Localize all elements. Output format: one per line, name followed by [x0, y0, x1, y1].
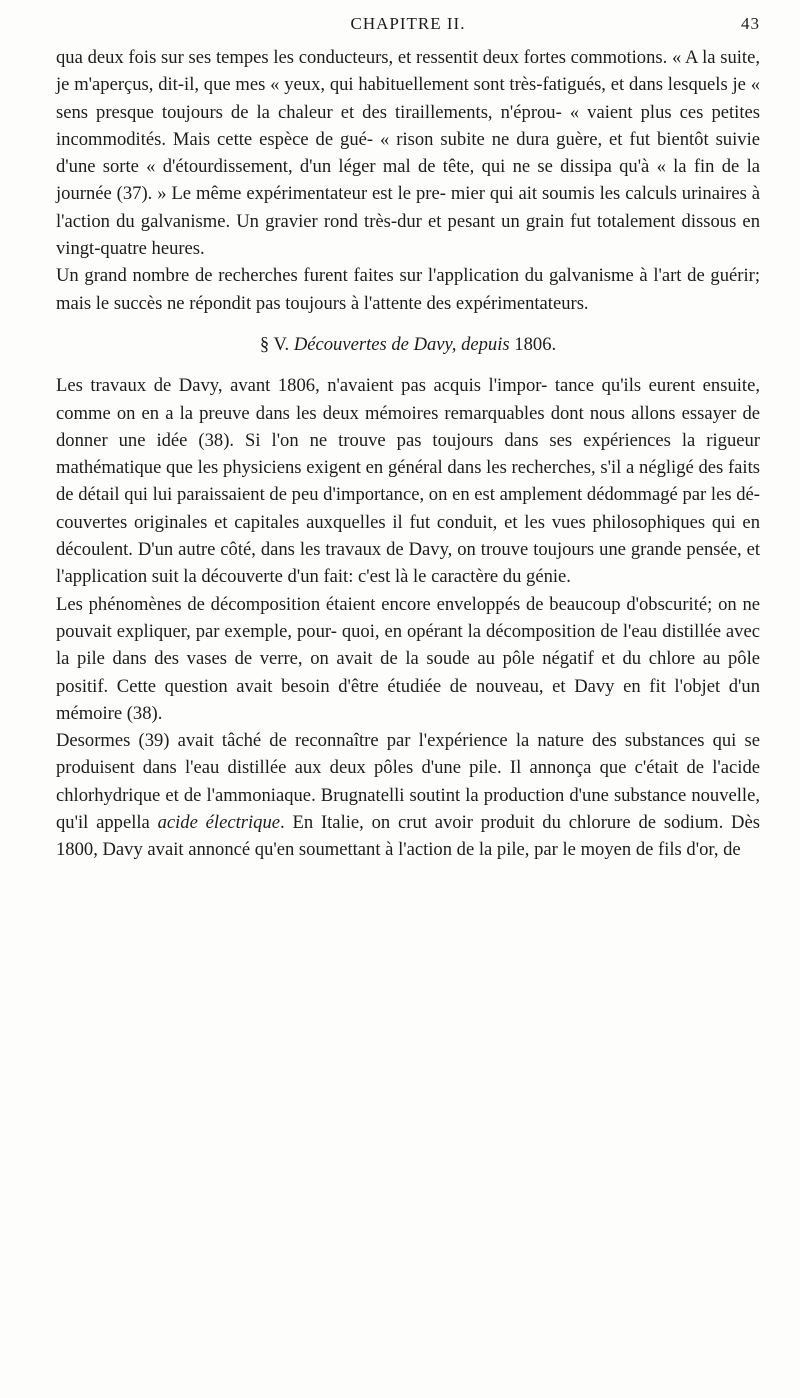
section-heading	[56, 331, 760, 358]
section-number: § V.	[259, 333, 290, 355]
page-number: 43	[741, 14, 760, 33]
section-title: Découvertes de Davy, depuis	[293, 333, 510, 355]
chapter-title: CHAPITRE II.	[350, 14, 466, 33]
body-text	[56, 44, 760, 864]
paragraph-4: Les phénomènes de décomposition étaient encore enveloppés de beaucoup d'obscurité; on ne pouvait expliquer, par exemple, pour- quoi, en opérant la décomposition de l'eau distillée avec la pile dans des vases de verre, on avait de la soude au pôle négatif et du chlore au pôle positif. Cette question avait besoin d'être étudiée de nouveau, et Davy en fit l'objet d'un mémoire (38).	[56, 593, 760, 724]
running-head	[56, 14, 760, 40]
section-year: 1806.	[514, 333, 557, 355]
paragraph-5: Desormes (39) avait tâché de reconnaître par l'expérience la nature des substances qui se produisent dans l'eau distillée aux deux pôles d'une pile. Il annonça que c'était de l'acide chlorhydrique et de l'ammoniaque. Brugnatelli soutint la production d'une substance nouvelle, qu'il appella acide électrique. En Italie, on crut avoir produit du chlorure de sodium. Dès 1800, Davy avait annoncé qu'en soumettant à l'action de la pile, par le moyen de fils d'or, de	[56, 730, 760, 861]
paragraph-2: Un grand nombre de recherches furent faites sur l'application du galvanisme à l'art de guérir; mais le succès ne répondit pas toujours à l'attente des expérimentateurs.	[56, 265, 760, 314]
paragraph-3: Les travaux de Davy, avant 1806, n'avaient pas acquis l'impor- tance qu'ils eurent ensuite, comme on en a la preuve dans les deux mémoires remarquables dont nous allons essayer de donner une idée (38). Si l'on ne trouve pas toujours dans ses expériences la rigueur mathématique que les physiciens exigent en général dans les recherches, s'il a négligé des faits de détail qui lui paraissaient de peu d'importance, on en est amplement dédommagé par les dé- couvertes originales et capitales auxquelles il fut conduit, et les vues philosophiques qui en découlent. D'un autre côté, dans les travaux de Davy, on trouve toujours une grande pensée, et l'application suit la découverte d'un fait: c'est là le caractère du génie.	[56, 375, 760, 588]
paragraph-1: qua deux fois sur ses tempes les conducteurs, et ressentit deux fortes commotions. « A la suite, je m'aperçus, dit-il, que mes « yeux, qui habituellement sont très-fatigués, et dans lesquels je « sens presque toujours de la chaleur et des tiraillements, n'éprou- « vaient plus ces petites incommodités. Mais cette espèce de gué- « rison subite ne dura guère, et fut bientôt suivie d'une sorte « d'étourdissement, d'un léger mal de tête, qui ne se dissipa qu'à « la fin de la journée (37). » Le même expérimentateur est le pre- mier qui ait soumis les calculs urinaires à l'action du galvanisme. Un gravier rond très-dur et pesant un grain fut totalement dissous en vingt-quatre heures.	[56, 47, 760, 260]
italic-term: acide électrique	[157, 812, 281, 834]
